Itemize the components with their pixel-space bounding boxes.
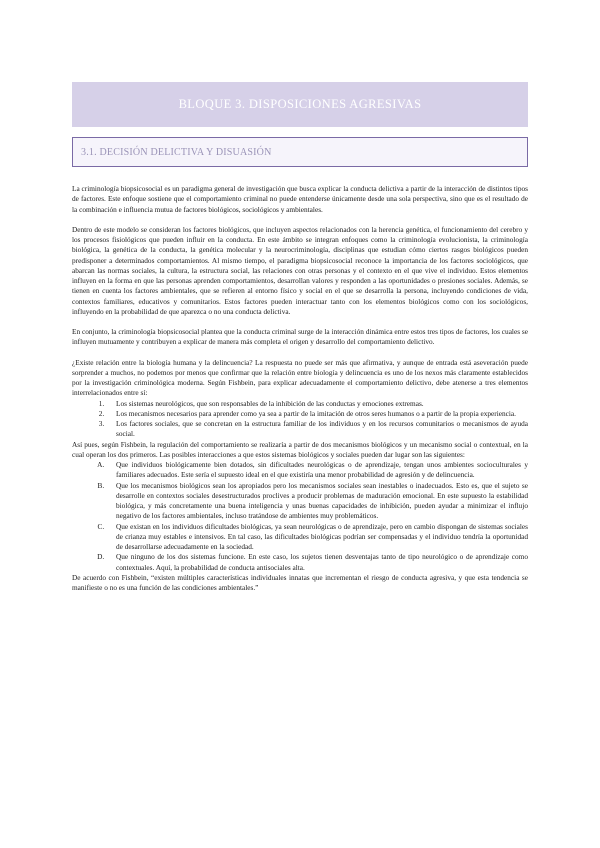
block-title-banner — [72, 82, 528, 127]
list-item: C. Que existan en los individuos dificultades biológicas, ya sean neurológicas o de aprendizaje, pero en cambio dispongan de sistemas sociales de crianza muy estables e intensivos. En tal caso, las dificultades biológicas podrían ser compensadas y el individuo tendría la oportunidad de desarrollarse adecuadamente en la sociedad. — [106, 522, 528, 553]
list-item: 1. Los sistemas neurológicos, que son responsables de la inhibición de las conductas y emociones extremas. — [106, 399, 528, 409]
section-title: 3.1. DECISIÓN DELICTIVA Y DISUASIÓN — [81, 146, 272, 158]
paragraph: Así pues, según Fishbein, la regulación del comportamiento se realizaría a partir de dos mecanismos biológicos y un mecanismo social o contextual, en la cual operan los dos primeros. Las posibles interacciones a que estos sistemas biológicos y sociales pueden dar lugar son las siguientes: — [72, 439, 528, 459]
list-item: 2. Los mecanismos necesarios para aprender como ya sea a partir de la imitación de otros seres humanos o a partir de la propia experiencia. — [106, 409, 528, 419]
paragraph: De acuerdo con Fishbein, “existen múltiples características individuales innatas que incrementan el riesgo de conducta agresiva, y que esta tendencia se manifieste o no es una función de las condiciones ambientales.” — [72, 572, 528, 592]
document-body — [72, 184, 528, 593]
section-heading-box — [72, 137, 528, 167]
numbered-list — [72, 399, 528, 440]
paragraph: La criminología biopsicosocial es un paradigma general de investigación que busca explicar la conducta delictiva a partir de la interacción de distintos tipos de factores. Este enfoque sostiene que el comportamiento criminal no puede entenderse únicamente desde una sola perspectiva, sino que es el resultado de la combinación e influencia mutua de factores biológicos, sociológicos y ambientales. — [72, 184, 528, 214]
list-item: D. Que ninguno de los dos sistemas funcione. En este caso, los sujetos tienen desventajas tanto de tipo neurológico o de aprendizaje como contextuales. Aquí, la probabilidad de conducta antisociales alta. — [106, 552, 528, 573]
lettered-list — [72, 460, 528, 573]
paragraph: ¿Existe relación entre la biología humana y la delincuencia? La respuesta no puede ser más que afirmativa, y aunque de entrada está aseveración puede sorprender a muchos, no podemos por menos que confirmar que la relación entre biología y delincuencia es uno de los nexos más claramente establecidos por la investigación criminológica moderna. Según Fishbein, para explicar adecuadamente el comportamiento delictivo, debe atenerse a tres elementos interrelacionados entre sí: — [72, 357, 528, 398]
list-item: B. Que los mecanismos biológicos sean los apropiados pero los mecanismos sociales sean inestables o inadecuados. Esto es, que el sujeto se desarrolle en contextos sociales desestructurados proclives a producir problemas de maduración emocional. En este supuesto la estabilidad biológica, y más concretamente una buena inteligencia y unas buenas capacidades de inhibición, pueden ayudar a minimizar el influjo negativo de los factores ambientales, incluso tratándose de ambientes muy problemáticos. — [106, 481, 528, 522]
paragraph: En conjunto, la criminología biopsicosocial plantea que la conducta criminal surge de la interacción dinámica entre estos tres tipos de factores, los cuales se influyen mutuamente y contribuyen a explicar de manera más completa el origen y desarrollo del comportamiento delictivo. — [72, 327, 528, 347]
list-item: A. Que individuos biológicamente bien dotados, sin dificultades neurológicas o de aprendizaje, tengan unos ambientes socioculturales y familiares adecuados. Este sería el supuesto ideal en el que existiría una menor probabilidad de agresión y de delincuencia. — [106, 460, 528, 481]
list-item: 3. Los factores sociales, que se concretan en la estructura familiar de los individuos y en los recursos comunitarios o mecanismos de ayuda social. — [106, 419, 528, 440]
paragraph: Dentro de este modelo se consideran los factores biológicos, que incluyen aspectos relacionados con la herencia genética, el funcionamiento del cerebro y los procesos fisiológicos que pueden influir en la conducta. En este ámbito se integran enfoques como la criminología evolucionista, la criminología biológica, la genética de la conducta, la genética molecular y la neurocriminología, disciplinas que estudian cómo ciertos rasgos biológicos pueden predisponer a determinados comportamientos. Al mismo tiempo, el paradigma biopsicosocial reconoce la importancia de los factores sociológicos, que abarcan las normas sociales, la cultura, la estructura social, las relaciones con otras personas y el contexto en el que vive el individuo. Estos elementos influyen en la forma en que las personas aprenden comportamientos, desarrollan valores y responden a las oportunidades o presiones sociales. Además, se tienen en cuenta los factores ambientales, que se refieren al entorno físico y social en el que se desarrolla la persona, incluyendo condiciones de vida, contextos familiares, educativos y comunitarios. Estos factores pueden interactuar tanto con los elementos biológicos como con los sociológicos, influyendo en la probabilidad de que aparezca o no una conducta delictiva. — [72, 224, 528, 316]
block-title: BLOQUE 3. DISPOSICIONES AGRESIVAS — [178, 97, 422, 111]
